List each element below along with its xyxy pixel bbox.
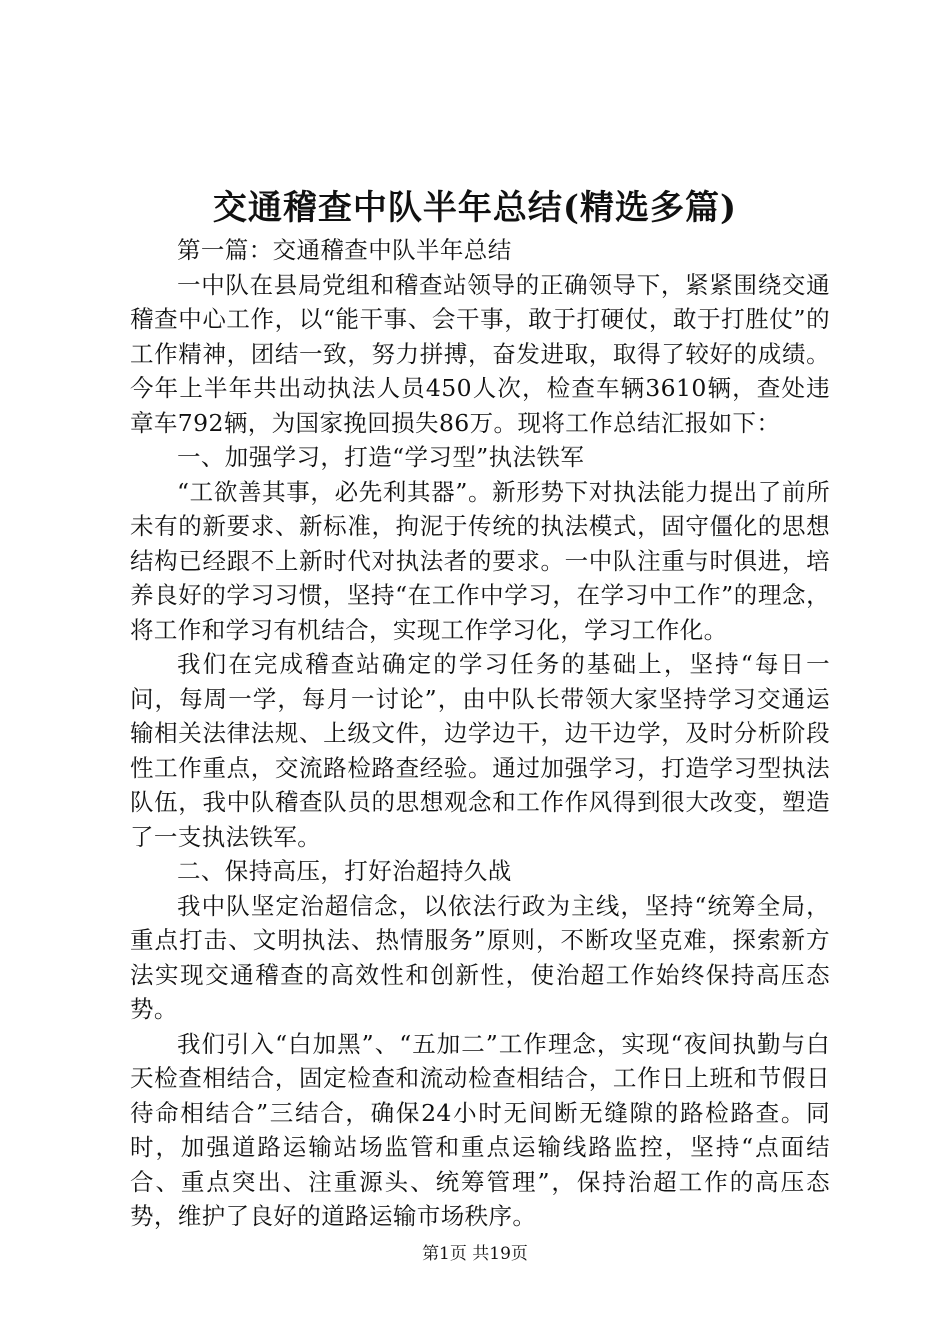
study-paragraph-2: 我们在完成稽查站确定的学习任务的基础上，坚持“每日一问，每周一学，每月一讨论”，由中队长带领大家坚持学习交通运输相关法律法规、上级文件，边学边干，边干边学，及时分析阶段性工作重点，交流路检路查经验。通过加强学习，打造学习型执法队伍，我中队稽查队员的思想观念和工作作风得到很大改变，塑造了一支执法铁军。: [130, 650, 830, 851]
pressure-paragraph-1: 我中队坚定治超信念，以依法行政为主线，坚持“统筹全局，重点打击、文明执法、热情服务”原则，不断攻坚克难，探索新方法实现交通稽查的高效性和创新性，使治超工作始终保持高压态势。: [130, 891, 830, 1023]
intro-paragraph: 一中队在县局党组和稽查站领导的正确领导下，紧紧围绕交通稽查中心工作，以“能干事、会干事，敢于打硬仗，敢于打胜仗”的工作精神，团结一致，努力拼搏，奋发进取，取得了较好的成绩。今年上半年共出动执法人员450人次，检查车辆3610辆，查处违章车792辆，为国家挽回损失86万。现将工作总结汇报如下：: [130, 270, 830, 437]
section-heading-pressure: 二、保持高压，打好治超持久战: [177, 857, 512, 885]
document-title: 交通稽查中队半年总结(精选多篇): [212, 188, 738, 228]
page-number-footer: 第1页 共19页: [422, 1244, 528, 1264]
pressure-paragraph-2: 我们引入“白加黑”、“五加二”工作理念，实现“夜间执勤与白天检查相结合，固定检查和流动检查相结合，工作日上班和节假日待命相结合”三结合，确保24小时无间断无缝隙的路检路查。同时，加强道路运输站场监管和重点运输线路监控，坚持“点面结合、重点突出、注重源头、统筹管理”，保持治超工作的高压态势，维护了良好的道路运输市场秩序。: [130, 1029, 830, 1230]
study-paragraph-1: “工欲善其事，必先利其器”。新形势下对执法能力提出了前所未有的新要求、新标准，拘泥于传统的执法模式，固守僵化的思想结构已经跟不上新时代对执法者的要求。一中队注重与时俱进，培养良好的学习习惯，坚持“在工作中学习，在学习中工作”的理念，将工作和学习有机结合，实现工作学习化，学习工作化。: [130, 477, 830, 644]
document-body: [130, 233, 830, 1234]
section-heading-study: 一、加强学习，打造“学习型”执法铁军: [177, 443, 585, 471]
section-heading-chapter-one: 第一篇：交通稽查中队半年总结: [177, 236, 512, 264]
